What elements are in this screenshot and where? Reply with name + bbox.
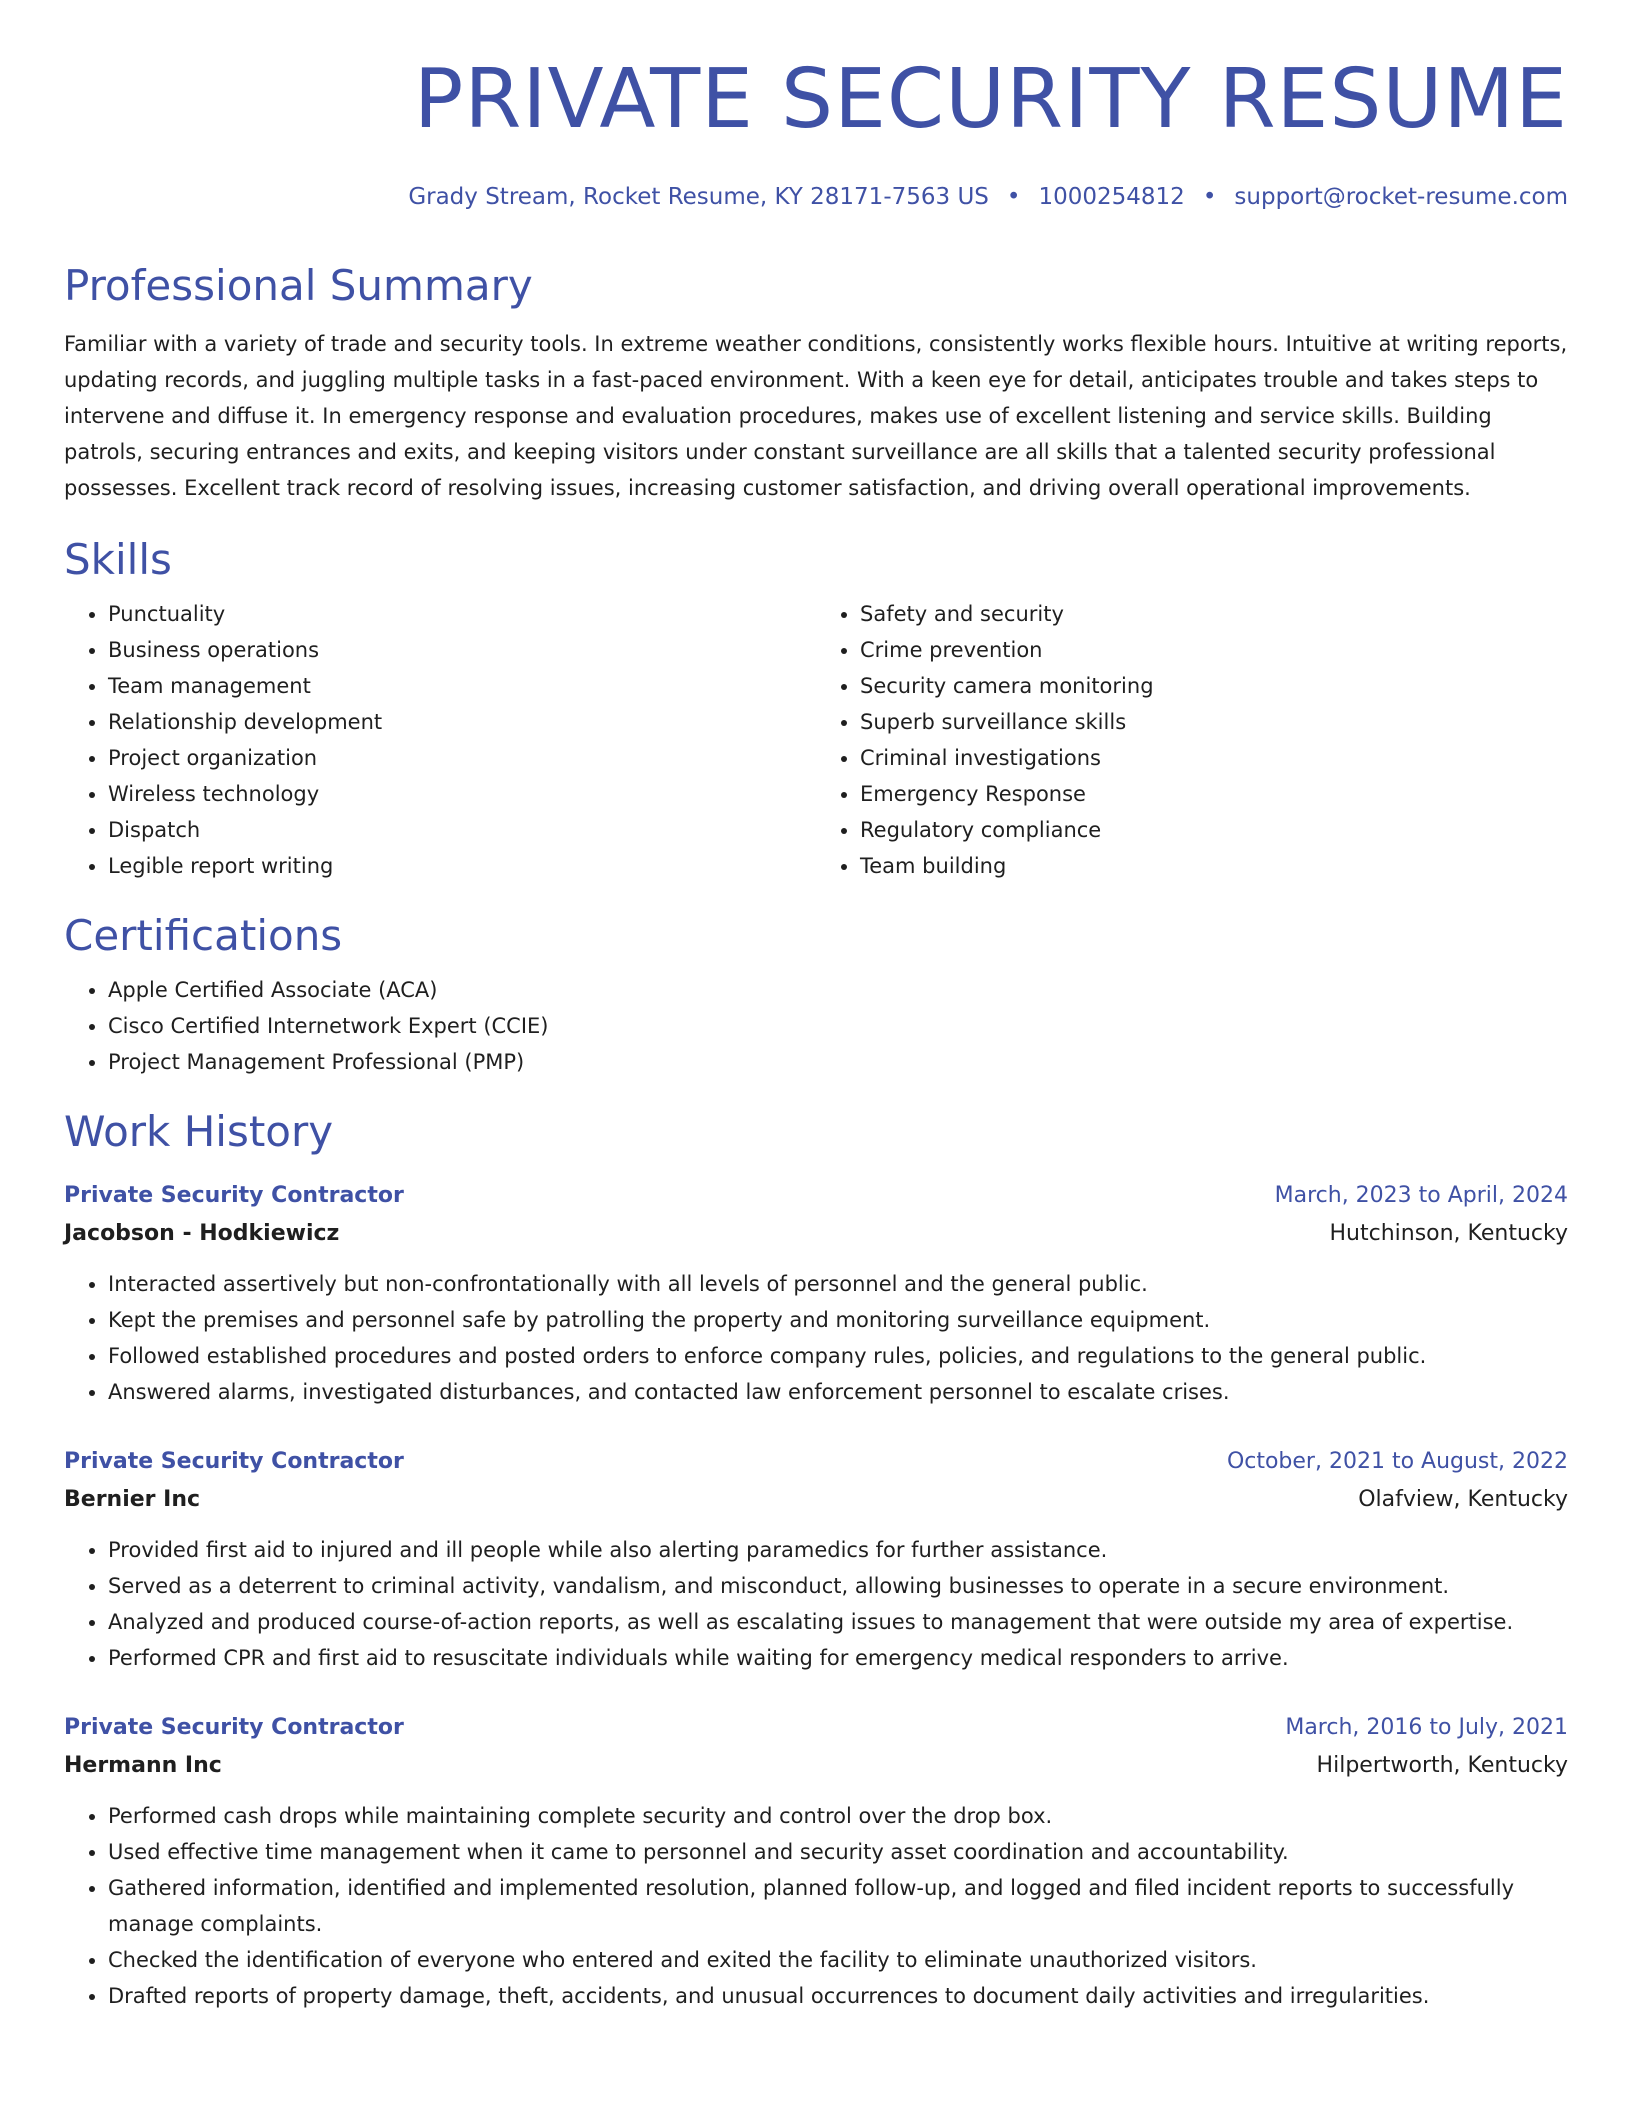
contact-email: support@rocket-resume.com — [1234, 184, 1568, 210]
job-bullet: • Interacted assertively but non-confrontationally with all levels of personnel and the general public. — [108, 1266, 1568, 1302]
skill-item: • Safety and security — [860, 596, 1568, 632]
work-history-heading: Work History — [64, 1107, 334, 1156]
work-history-section — [64, 1106, 1568, 2014]
job-company-row — [64, 1480, 1568, 1520]
job-entry — [64, 1178, 1568, 1410]
certifications-heading: Certifications — [64, 911, 343, 960]
summary-section — [64, 260, 1568, 506]
skill-item: • Team management — [108, 668, 816, 704]
skill-item: • Security camera monitoring — [860, 668, 1568, 704]
job-bullet: • Used effective time management when it came to personnel and security asset coordination and accountability. — [108, 1834, 1568, 1870]
job-company: Jacobson - Hodkiewicz — [64, 1221, 340, 1246]
job-bullet: • Checked the identification of everyone who entered and exited the facility to eliminate unauthorized visitors. — [108, 1942, 1568, 1978]
skill-item: • Legible report writing — [108, 848, 816, 884]
contact-separator: • — [1006, 184, 1021, 210]
job-company-row — [64, 1746, 1568, 1786]
job-title-row — [64, 1444, 1568, 1480]
summary-heading: Professional Summary — [64, 261, 533, 310]
skills-section — [64, 534, 1568, 884]
job-role: Private Security Contractor — [64, 1449, 404, 1474]
job-company-row — [64, 1214, 1568, 1254]
job-bullets — [64, 1798, 1568, 2014]
resume-title: PRIVATE SECURITY RESUME — [413, 52, 1568, 147]
job-entry — [64, 1444, 1568, 1676]
job-location: Hilpertworth, Kentucky — [1316, 1753, 1568, 1778]
skill-item: • Emergency Response — [860, 776, 1568, 812]
job-bullet: • Answered alarms, investigated disturbances, and contacted law enforcement personnel to escalate crises. — [108, 1374, 1568, 1410]
skill-item: • Project organization — [108, 740, 816, 776]
job-bullets — [64, 1532, 1568, 1676]
job-bullet: • Served as a deterrent to criminal activity, vandalism, and misconduct, allowing businesses to operate in a secure environment. — [108, 1568, 1568, 1604]
skills-heading: Skills — [64, 535, 172, 584]
skill-item: • Regulatory compliance — [860, 812, 1568, 848]
skill-item: • Relationship development — [108, 704, 816, 740]
job-bullet: • Performed CPR and first aid to resuscitate individuals while waiting for emergency medical responders to arrive. — [108, 1640, 1568, 1676]
job-bullet: • Performed cash drops while maintaining complete security and control over the drop box. — [108, 1798, 1568, 1834]
job-role: Private Security Contractor — [64, 1183, 404, 1208]
contact-separator: • — [1202, 184, 1217, 210]
contact-phone: 1000254812 — [1038, 184, 1185, 210]
job-role: Private Security Contractor — [64, 1715, 404, 1740]
job-dates: October, 2021 to August, 2022 — [1226, 1449, 1568, 1474]
job-title-row — [64, 1178, 1568, 1214]
certification-item: • Apple Certified Associate (ACA) — [108, 972, 1568, 1008]
skills-left-list — [64, 596, 816, 884]
job-bullet: • Followed established procedures and posted orders to enforce company rules, policies, and regulations to the general public. — [108, 1338, 1568, 1374]
skill-item: • Dispatch — [108, 812, 816, 848]
skill-item: • Superb surveillance skills — [860, 704, 1568, 740]
contact-line — [64, 182, 1568, 212]
skills-columns — [64, 596, 1568, 884]
job-dates: March, 2016 to July, 2021 — [1285, 1715, 1568, 1740]
job-bullet: • Drafted reports of property damage, theft, accidents, and unusual occurrences to document daily activities and irregularities. — [108, 1978, 1568, 2014]
job-bullet: • Gathered information, identified and implemented resolution, planned follow-up, and logged and filed incident reports to successfully manage complaints. — [108, 1870, 1568, 1942]
skills-right-list — [816, 596, 1568, 884]
job-bullet: • Analyzed and produced course-of-action reports, as well as escalating issues to management that were outside my area of expertise. — [108, 1604, 1568, 1640]
job-company: Hermann Inc — [64, 1753, 222, 1778]
skill-item: • Punctuality — [108, 596, 816, 632]
job-location: Hutchinson, Kentucky — [1329, 1221, 1568, 1246]
certifications-section — [64, 910, 1568, 1080]
job-bullet: • Kept the premises and personnel safe by patrolling the property and monitoring surveillance equipment. — [108, 1302, 1568, 1338]
job-dates: March, 2023 to April, 2024 — [1274, 1183, 1568, 1208]
certification-item: • Project Management Professional (PMP) — [108, 1044, 1568, 1080]
skill-item: • Crime prevention — [860, 632, 1568, 668]
skill-item: • Team building — [860, 848, 1568, 884]
job-company: Bernier Inc — [64, 1487, 201, 1512]
skill-item: • Business operations — [108, 632, 816, 668]
skill-item: • Wireless technology — [108, 776, 816, 812]
job-location: Olafview, Kentucky — [1358, 1487, 1568, 1512]
certifications-list — [64, 972, 1568, 1080]
job-bullets — [64, 1266, 1568, 1410]
contact-address: Grady Stream, Rocket Resume, KY 28171-7563 US — [408, 184, 989, 210]
skill-item: • Criminal investigations — [860, 740, 1568, 776]
job-entry — [64, 1710, 1568, 2014]
certification-item: • Cisco Certified Internetwork Expert (CCIE) — [108, 1008, 1568, 1044]
job-title-row — [64, 1710, 1568, 1746]
job-bullet: • Provided first aid to injured and ill people while also alerting paramedics for further assistance. — [108, 1532, 1568, 1568]
summary-text: Familiar with a variety of trade and security tools. In extreme weather conditions, consistently works flexible hours. Intuitive at writing reports, updating records, and juggling multiple tasks in a fast-paced environment. With a keen eye for detail, anticipates trouble and takes steps to intervene and diffuse it. In emergency response and evaluation procedures, makes use of excellent listening and service skills. Building patrols, securing entrances and exits, and keeping visitors under constant surveillance are all skills that a talented security professional possesses. Excellent track record of resolving issues, increasing customer satisfaction, and driving overall operational improvements. — [64, 332, 1568, 500]
